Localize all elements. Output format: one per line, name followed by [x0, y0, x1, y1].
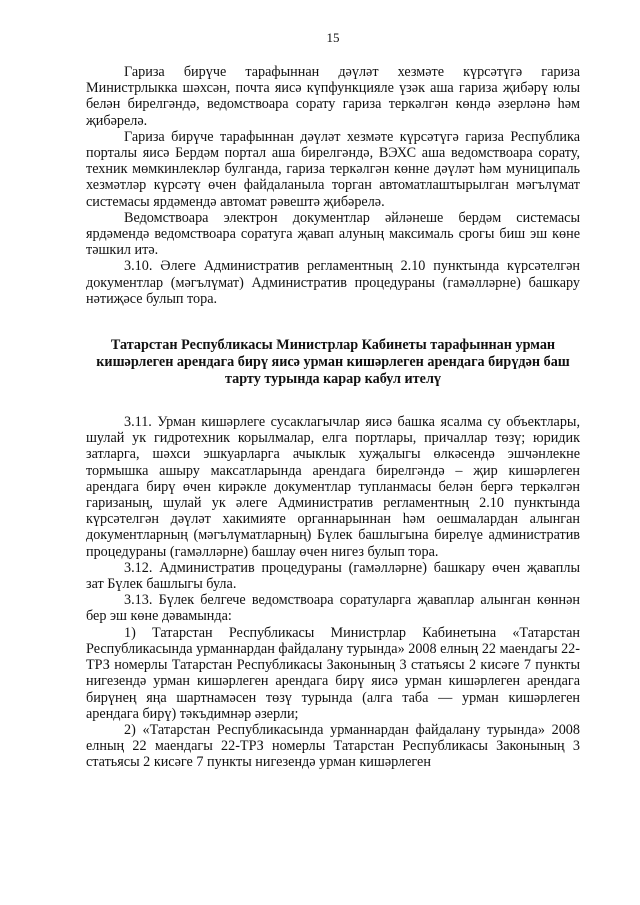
paragraph-top-1: Гариза бирүче тарафыннан дәүләт хезмәте күрсәтүгә гариза Министрлыкка шәхсән, почта яисә күпфункцияле үзәк аша гариза җибәрү юлы белән бирелгәндә, ведомствоара сорату гариза теркәлгән көндә әзерләнә һәм җибәрелә.	[86, 64, 580, 129]
paragraph-3-13: 3.13. Бүлек белгече ведомствоара соратуларга җаваплар алынган көннән бер эш көне дәвамында:	[86, 592, 580, 625]
document-page	[86, 30, 580, 771]
paragraph-top-4: 3.10. Әлеге Административ регламентның 2.10 пунктында күрсәтелгән документлар (мәгълүмат) Административ процедураны (гамәлләрне) башкару нәтиҗәсе булып тора.	[86, 258, 580, 307]
paragraph-3-11: 3.11. Урман кишәрлеге сусаклагычлар яисә башка ясалма су объектлары, шулай ук гидротехник корылмалар, елга портлары, причаллар төзү; юридик затларга, шәхси эшкуарларга ачыклык хуҗалыгы өлкәсендә эшчәнлекне тормышка ашыру максатларында арендага бирелгәндә – җир кишәрлеген арендага бирү өчен кирәкле документлар тупланмасы белән бергә теркәлгән гаризаның, шулай ук әлеге Административ регламентның 2.10 пунктында күрсәтелгән дәүләт хакимияте органнарыннан һәм оешмалардан алынган документларның (мәгълүматларның) Бүлек башлыгына бирелүе административ процедураны (гамәлләрне) башлау өчен нигез булып тора.	[86, 414, 580, 560]
paragraph-top-2: Гариза бирүче тарафыннан дәүләт хезмәте күрсәтүгә гариза Республика порталы яисә Бердәм портал аша бирелгәндә, ВЭХС аша ведомствоара сорату, техник мөмкинлекләр булганда, гариза теркәлгән көнне дәүләт һәм муниципаль хезмәтләр күрсәтү өчен файдаланыла торган автоматлаштырылган мәгълүмат системасы ярдәмендә автомат рәвештә җибәрелә.	[86, 128, 580, 210]
section-heading: Татарстан Республикасы Министрлар Кабинеты тарафыннан урман кишәрлеген арендага бирү яисә урман кишәрлеген арендага бирүдән баш тарту турында карар кабул ителү	[96, 337, 570, 388]
paragraph-item-2: 2) «Татарстан Республикасында урманнардан файдалану турында» 2008 елның 22 маендагы 22-ТРЗ номерлы Татарстан Республикасы Законының 3 статьясы 2 кисәге 7 пункты нигезендә урман кишәрлеген	[86, 721, 580, 771]
paragraph-3-12: 3.12. Административ процедураны (гамәлләрне) башкару өчен җаваплы зат Бүлек башлыгы була.	[86, 559, 580, 593]
paragraph-item-1: 1) Татарстан Республикасы Министрлар Кабинетына «Татарстан Республикасында урманнардан файдалану турында» 2008 елның 22 маендагы 22-ТРЗ номерлы Татарстан Республикасы Законының 3 статьясы 2 кисәге 7 пункты нигезендә урман кишәрлеген арендага бирү яисә урман кишәрлеген арендага бирүнең яңа шартнамәсен төзү турында (алга таба — урман кишәрлеген арендага бирү) тәкъдимнәр әзерли;	[86, 624, 580, 722]
paragraph-top-3: Ведомствоара электрон документлар әйләнеше бердәм системасы ярдәмендә ведомствоара соратуга җавап алуның максималь срогы биш эш көне тәшкил итә.	[86, 209, 580, 259]
page-number: 15	[326, 30, 340, 45]
